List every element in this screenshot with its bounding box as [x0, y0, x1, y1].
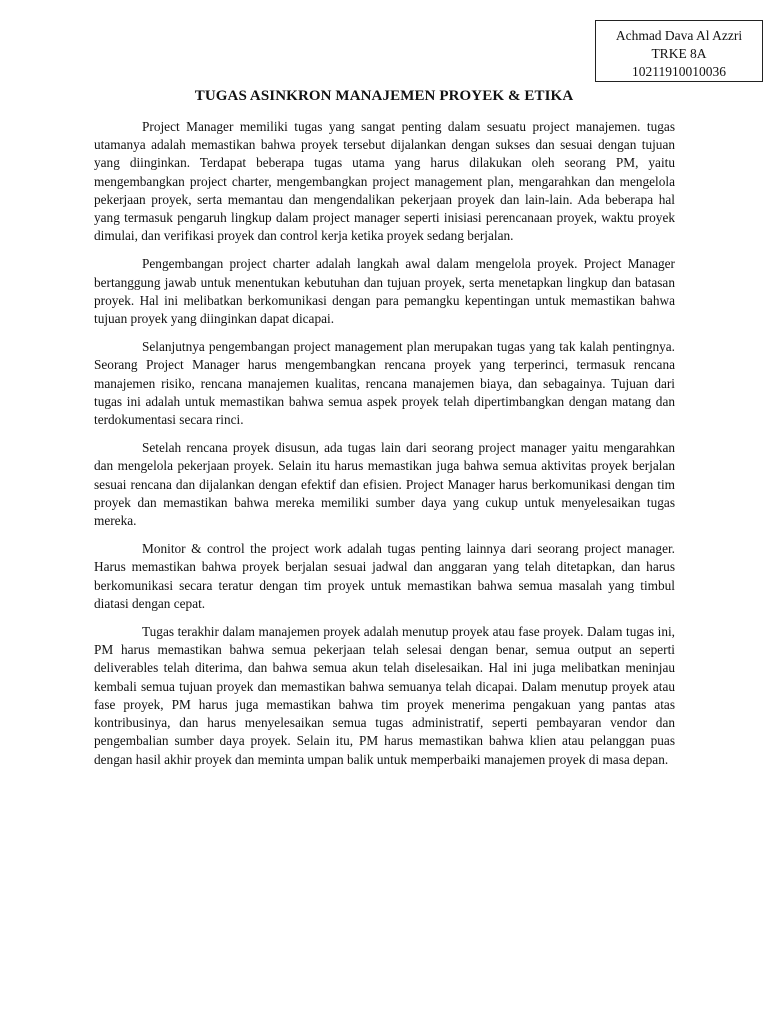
paragraph-4: Setelah rencana proyek disusun, ada tugas lain dari seorang project manager yaitu mengarahkan dan mengelola pekerjaan proyek. Selain itu harus memastikan juga bahwa semua aktivitas proyek berjalan sesuai rencana dan dijalankan dengan efektif dan efisien. Project Manager harus berkomunikasi dengan tim proyek dan memastikan bahwa mereka memiliki sumber daya yang cukup untuk menyelesaikan tugas mereka.	[94, 440, 675, 529]
student-name: Achmad Dava Al Azzri	[615, 28, 743, 43]
paragraph-5: Monitor & control the project work adalah tugas penting lainnya dari seorang project manager. Harus memastikan bahwa proyek berjalan sesuai jadwal dan anggaran yang telah ditetapkan, dan harus berkomunikasi secara teratur dengan tim proyek untuk memastikan bahwa semua masalah yang timbul diatasi dengan cepat.	[94, 541, 675, 611]
student-id: 10211910010036	[632, 64, 726, 79]
paragraph-2: Pengembangan project charter adalah langkah awal dalam mengelola proyek. Project Manager bertanggung jawab untuk menentukan kebutuhan dan tujuan proyek, serta menetapkan lingkup dan batasan proyek. Hal ini melibatkan berkomunikasi dengan para pemangku kepentingan untuk memastikan bahwa tujuan proyek yang diinginkan dapat dicapai.	[94, 256, 675, 327]
student-identity-box	[595, 20, 763, 82]
paragraph-6: Tugas terakhir dalam manajemen proyek adalah menutup proyek atau fase proyek. Dalam tugas ini, PM harus memastikan bahwa semua pekerjaan telah selesai dengan benar, semua output an seperti deliverables telah diterima, dan bahwa semua akun telah diselesaikan. Hal ini juga melibatkan meninjau kembali semua tujuan proyek dan memastikan bahwa semuanya telah dicapai. Dalam menutup proyek atau fase proyek, PM harus juga memastikan bahwa tim proyek menerima pengakuan yang pantas atas kontribusinya, dan harus menyelesaikan semua tugas administratif, seperti pembayaran vendor dan pengembalian sumber daya proyek. Selain itu, PM harus memastikan bahwa klien atau pelanggan puas dengan hasil akhir proyek dan meminta umpan balik untuk memperbaiki manajemen proyek di masa depan.	[94, 624, 675, 767]
document-title: TUGAS ASINKRON MANAJEMEN PROYEK & ETIKA	[194, 88, 574, 104]
student-class: TRKE 8A	[651, 46, 707, 61]
paragraph-1: Project Manager memiliki tugas yang sangat penting dalam sesuatu project manajemen. tugas utamanya adalah memastikan bahwa proyek tersebut dijalankan dengan sukses dan sesuai dengan tujuan yang diinginkan. Terdapat beberapa tugas utama yang harus dilakukan oleh seorang PM, yaitu mengembangkan project charter, mengembangkan project management plan, mengarahkan dan mengelola pekerjaan proyek, serta memantau dan mengendalikan pekerjaan proyek dan lain-lain. Ada beberapa hal yang termasuk pengaruh lingkup dalam project manager seperti inisiasi perencanaan proyek, waktu proyek dimulai, dan verifikasi proyek dan control kerja ketika proyek sedang berjalan.	[94, 119, 675, 244]
paragraph-3: Selanjutnya pengembangan project management plan merupakan tugas yang tak kalah pentingnya. Seorang Project Manager harus mengembangkan rencana proyek yang terperinci, termasuk rencana manajemen risiko, rencana manajemen kualitas, rencana manajemen biaya, dan sebagainya. Tujuan dari tugas ini adalah untuk memastikan bahwa semua aspek proyek telah dipertimbangkan dengan matang dan terdokumentasi secara rinci.	[94, 339, 675, 428]
document-body	[94, 118, 675, 779]
